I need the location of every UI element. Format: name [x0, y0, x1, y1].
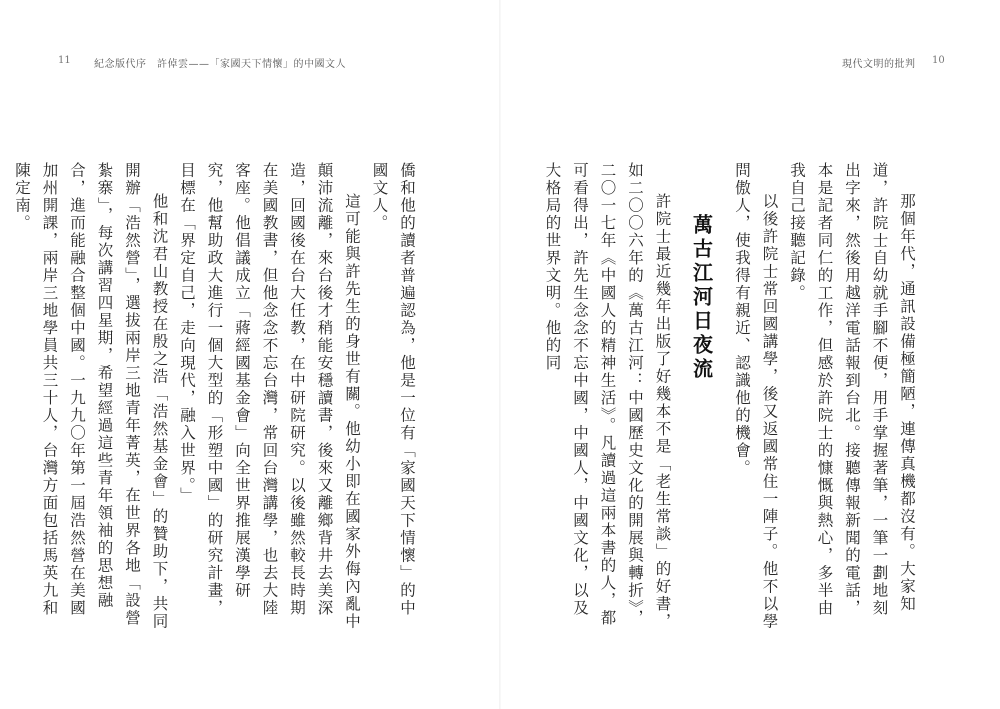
left-paragraph-3: 他和沈君山教授在殷之浩「浩然基金會」的贊助下，共同開辦「浩然營」，選拔兩岸三地青年菁英，在世界各地「設營紮寨」，每次講習四星期，希望經過這些青年領袖的思想融合，進而能融合整個中國。一九九〇年第一屆浩然營在美國加州開課，兩岸三地學員共三十人，台灣方面包括馬英九和陳定南。: [13, 162, 169, 631]
right-paragraph-1: 那個年代，通訊設備極簡陋，連傳真機都沒有。大家知道，許院士自幼就手腳不便，用手掌握著筆，一筆一劃地刻出字來，然後用越洋電話報到台北。接聽傳報新聞的電話，本是記者同仁的工作，但感於許院士的慷慨與熱心，多半由我自己接聽記錄。: [788, 162, 916, 617]
right-running-head: 現代文明的批判: [842, 59, 916, 70]
right-text-block: [543, 162, 920, 632]
left-paragraph-2: 這可能與許先生的身世有關。他幼小即在國家外侮內亂中顛沛流離，來台後才稍能安穩讀書，後來又離鄉背井去美深造，回國後在台大任教，在中研院研究。以後雖然較長時期在美國教書，但他念念不忘台灣，常回台灣講學，也去大陸客座。他倡議成立「蔣經國基金會」向全世界推展漢學研究，他幫助政大進行一個大型的「形塑中國」的研究計畫，目標在「界定自己，走向現代，融入世界。」: [178, 162, 361, 631]
right-page: [500, 0, 1000, 709]
left-running-head: 紀念版代序 許倬雲——「家國天下情懷」的中國文人: [94, 59, 346, 70]
section-heading: 萬古江河日夜流: [689, 214, 714, 382]
right-paragraph-3: 許院士最近幾年出版了好幾本不是「老生常談」的好書，如二〇〇六年的《萬古江河：中國歷史文化的開展與轉折》，二〇一七年《中國人的精神生活》。凡讀過這兩本書的人，都可看得出，許先生念念不忘中國，中國人，中國文化，以及大格局的世界文明。他的同: [543, 162, 672, 631]
right-paragraph-2: 以後許院士常回國講學，後又返國常住一陣子。他不以學問傲人，使我得有親近、認識他的機會。: [733, 162, 779, 631]
left-paragraph-1: 僑和他的讀者普遍認為，他是一位有「家國天下情懷」的中國文人。: [370, 162, 416, 617]
left-text-block: [13, 162, 420, 632]
right-page-number: 10: [932, 55, 945, 66]
left-page-number: 11: [58, 55, 71, 66]
